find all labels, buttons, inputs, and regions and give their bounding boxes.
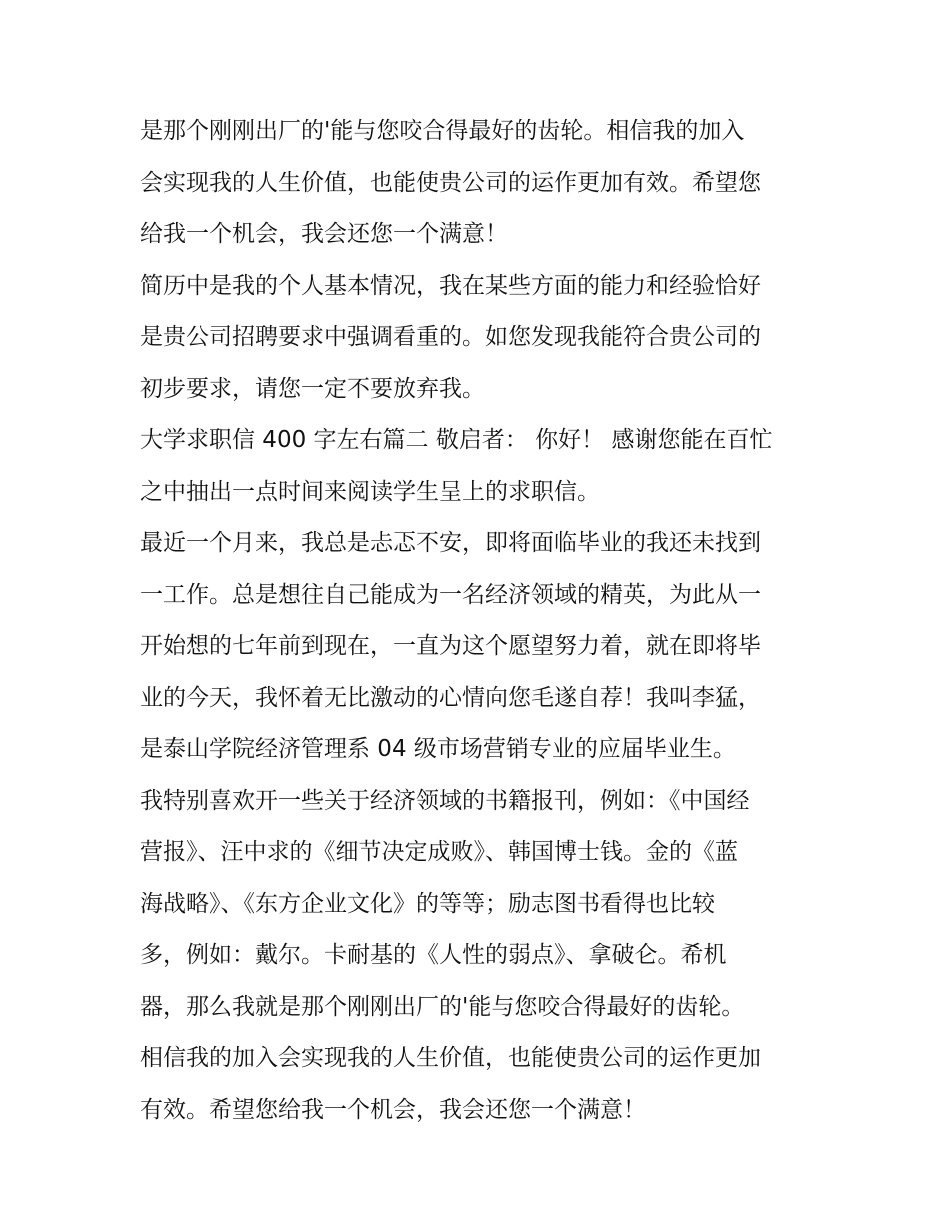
text-line: 器，那么我就是那个刚刚出厂的'能与您咬合得最好的齿轮。	[140, 993, 745, 1020]
text-line: 是贵公司招聘要求中强调看重的。如您发现我能符合贵公司的	[140, 324, 761, 350]
text-line: 开始想的七年前到现在，一直为这个愿望努力着，就在即将毕	[140, 633, 761, 659]
text-line: 是泰山学院经济管理系 04 级市场营销专业的应届毕业生。	[140, 736, 736, 762]
text-line: 大学求职信 400 字左右篇二 敬启者： 你好！ 感谢您能在百忙	[140, 427, 773, 453]
text-line: 相信我的加入会实现我的人生价值，也能使贵公司的运作更加	[140, 1045, 761, 1071]
text-line: 一工作。总是想往自己能成为一名经济领域的精英，为此从一	[140, 581, 761, 608]
text-line: 业的今天，我怀着无比激动的心情向您毛遂自荐！我叫李猛，	[140, 684, 761, 711]
text-line: 多，例如：戴尔。卡耐基的《人性的弱点》、拿破仑。希机	[140, 942, 727, 968]
text-line: 有效。希望您给我一个机会，我会还您一个满意！	[140, 1096, 646, 1123]
text-line: 之中抽出一点时间来阅读学生呈上的求职信。	[140, 478, 600, 505]
text-line: 给我一个机会，我会还您一个满意！	[140, 221, 508, 247]
text-line: 是那个刚刚出厂的'能与您咬合得最好的齿轮。相信我的加入	[140, 118, 745, 144]
text-line: 海战略》、《东方企业文化》的等等；励志图书看得也比较	[140, 890, 715, 917]
text-line: 初步要求，请您一定不要放弃我。	[140, 375, 485, 402]
text-line: 最近一个月来，我总是忐忑不安，即将面临毕业的我还未找到	[140, 530, 761, 556]
text-line: 我特别喜欢开一些关于经济领域的书籍报刊，例如：《中国经	[140, 787, 750, 814]
text-line: 简历中是我的个人基本情况，我在某些方面的能力和经验恰好	[140, 272, 761, 299]
text-line: 营报》、汪中求的《细节决定成败》、韩国博士钱。金的《蓝	[140, 839, 738, 865]
text-line: 会实现我的人生价值，也能使贵公司的运作更加有效。希望您	[140, 169, 761, 196]
document-body	[140, 106, 820, 1136]
